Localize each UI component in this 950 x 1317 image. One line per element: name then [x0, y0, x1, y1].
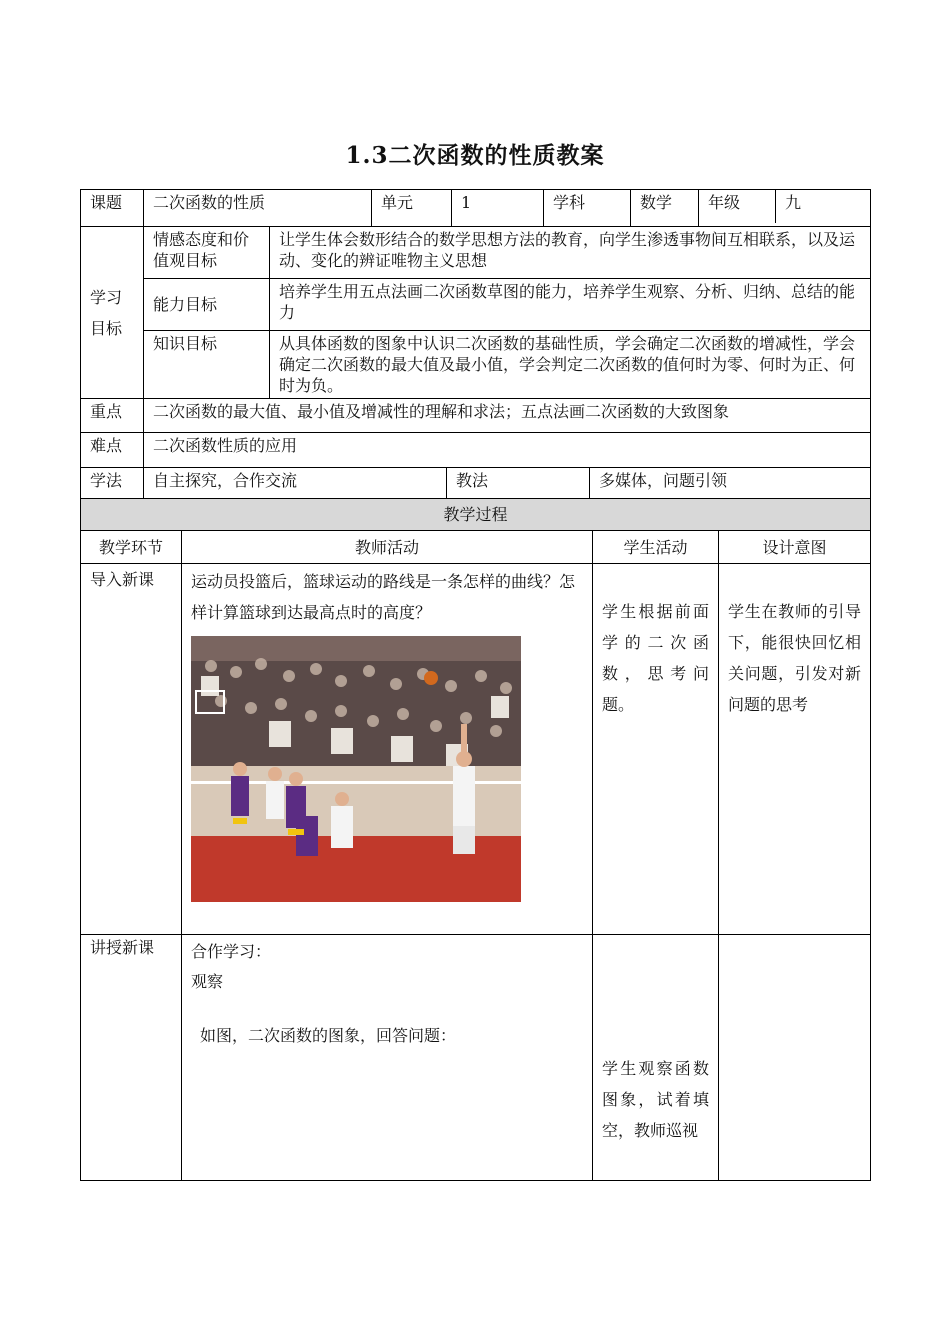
basketball-scene-image	[191, 636, 521, 902]
goal-name-1: 情感态度和价值观目标	[144, 227, 270, 279]
teacher-line-3: 如图，二次函数的图象，回答问题：	[200, 1026, 457, 1045]
course-value: 二次函数的性质	[144, 190, 372, 227]
grade-label: 年级	[708, 193, 741, 212]
subject-label: 学科	[544, 190, 631, 227]
page-title: 1.3二次函数的性质教案	[345, 142, 605, 169]
goals-label: 学习目标	[81, 227, 144, 399]
stage-intro: 导入新课	[81, 564, 182, 935]
student-activity-new-lesson: 学生观察函数图象，试着填空，教师巡视	[593, 935, 719, 1181]
process-header: 教学过程	[81, 499, 871, 531]
difficulty-text: 二次函数性质的应用	[144, 433, 871, 468]
column-intent: 设计意图	[719, 531, 871, 564]
key-point-text: 二次函数的最大值、最小值及增减性的理解和求法；五点法画二次函数的大致图象	[144, 399, 871, 433]
grade-cell	[699, 190, 871, 227]
goal-text-3: 从具体函数的图象中认识二次函数的基础性质，学会确定二次函数的增减性，学会确定二次函数的最大值及最小值，学会判定二次函数的值何时为零、何时为正、何时为负。	[270, 331, 871, 399]
grade-value: 九	[775, 190, 870, 223]
unit-value: 1	[452, 190, 544, 227]
teacher-line-2: 观察	[191, 972, 224, 991]
study-method-value: 自主探究，合作交流	[153, 471, 298, 490]
teacher-activity-intro	[182, 564, 593, 935]
subject-value: 数学	[631, 190, 699, 227]
goal-text-1: 让学生体会数形结合的数学思想方法的教育，向学生渗透事物间互相联系，以及运动、变化的辨证唯物主义思想	[270, 227, 871, 279]
teacher-line-1: 合作学习：	[191, 942, 272, 961]
column-student: 学生活动	[593, 531, 719, 564]
teaching-process-table	[80, 498, 871, 1181]
design-intent-intro: 学生在教师的引导下，能很快回忆相关问题，引发对新问题的思考	[719, 564, 871, 935]
study-method-label: 学法	[81, 468, 144, 504]
difficulty-label: 难点	[81, 433, 144, 468]
goal-text-2: 培养学生用五点法画二次函数草图的能力，培养学生观察、分析、归纳、总结的能力	[270, 279, 871, 331]
key-point-label: 重点	[81, 399, 144, 433]
basketball-photo	[191, 636, 521, 902]
teacher-activity-new-lesson	[182, 935, 593, 1181]
design-intent-new-lesson	[719, 935, 871, 1181]
student-activity-intro: 学生根据前面学的二次函数，思考问题。	[593, 564, 719, 935]
column-teacher: 教师活动	[182, 531, 593, 564]
lesson-info-table	[80, 189, 871, 504]
goal-name-2: 能力目标	[144, 279, 270, 331]
unit-label: 单元	[372, 190, 452, 227]
stage-new-lesson: 讲授新课	[81, 935, 182, 1181]
teacher-question: 运动员投篮后，篮球运动的路线是一条怎样的曲线？怎样计算篮球到达最高点时的高度？	[191, 572, 576, 622]
course-label: 课题	[81, 190, 144, 227]
column-stage: 教学环节	[81, 531, 182, 564]
teach-method-value: 多媒体，问题引领	[589, 468, 870, 503]
teach-method-label: 教法	[446, 468, 589, 503]
goal-name-3: 知识目标	[144, 331, 270, 399]
